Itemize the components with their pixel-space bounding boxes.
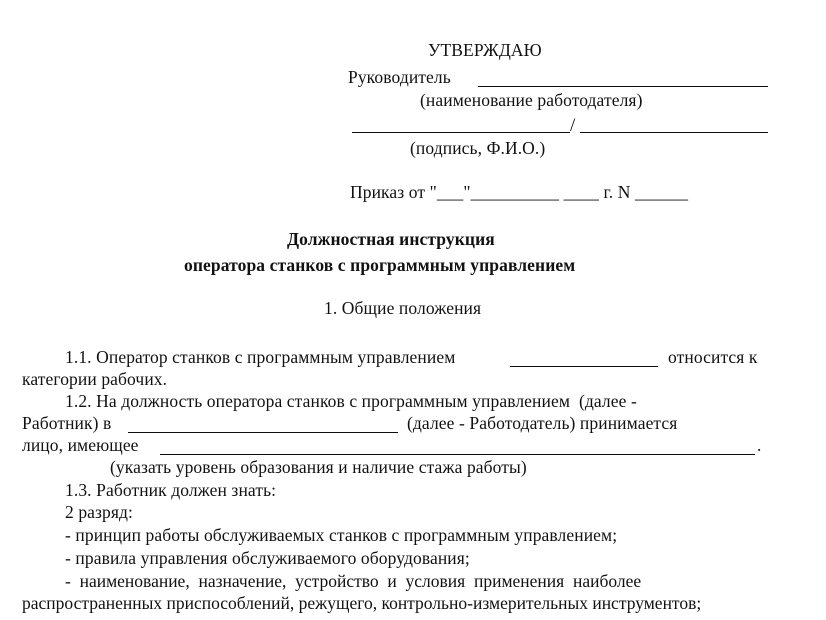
clause-1-1-text-part-2: относится к xyxy=(668,347,758,367)
clause-1-2-text-part-3: (далее - Работодатель) принимается xyxy=(407,413,678,433)
clause-1-3: 1.3. Работник должен знать: xyxy=(65,480,277,500)
clause-1-2-employer-blank[interactable] xyxy=(128,432,398,433)
grade-label: 2 разряд: xyxy=(65,502,134,522)
manager-label: Руководитель xyxy=(348,67,451,87)
clause-1-1-blank[interactable] xyxy=(510,366,658,367)
clause-1-2-text-part-2: Работник) в xyxy=(22,413,112,433)
clause-1-2-text-part-4: лицо, имеющее xyxy=(22,435,139,455)
clause-1-1-text-part-1: 1.1. Оператор станков с программным управлением xyxy=(65,347,456,367)
list-item: - принцип работы обслуживаемых станков с программным управлением; xyxy=(65,525,618,545)
signature-name-blank[interactable] xyxy=(580,132,768,133)
approval-heading: УТВЕРЖДАЮ xyxy=(428,40,542,60)
signature-blank[interactable] xyxy=(352,132,570,133)
manager-name-blank[interactable] xyxy=(478,86,768,87)
section-heading: 1. Общие положения xyxy=(324,298,482,318)
document-title-line-2: оператора станков с программным управлением xyxy=(184,255,576,275)
list-item-justified-line-1: - наименование, назначение, устройство и условия применения наиболее xyxy=(65,571,642,591)
clause-1-2-text-part-5: . xyxy=(757,435,762,455)
clause-1-2-education-blank[interactable] xyxy=(160,454,755,455)
clause-1-2-caption: (указать уровень образования и наличие стажа работы) xyxy=(110,457,527,477)
order-line: Приказ от "___"__________ ____ г. N ______ xyxy=(350,182,689,202)
clause-1-2-text-part-1: 1.2. На должность оператора станков с программным управлением (далее - xyxy=(65,391,637,411)
signature-separator: / xyxy=(570,115,576,136)
document-title-line-1: Должностная инструкция xyxy=(287,229,495,249)
list-item-justified-line-2: распространенных приспособлений, режущего, контрольно-измерительных инструментов; xyxy=(22,593,702,613)
list-item: - правила управления обслуживаемого оборудования; xyxy=(65,548,470,568)
clause-1-1-text-part-3: категории рабочих. xyxy=(22,369,168,389)
employer-caption: (наименование работодателя) xyxy=(420,90,643,110)
signature-caption: (подпись, Ф.И.О.) xyxy=(410,138,546,158)
